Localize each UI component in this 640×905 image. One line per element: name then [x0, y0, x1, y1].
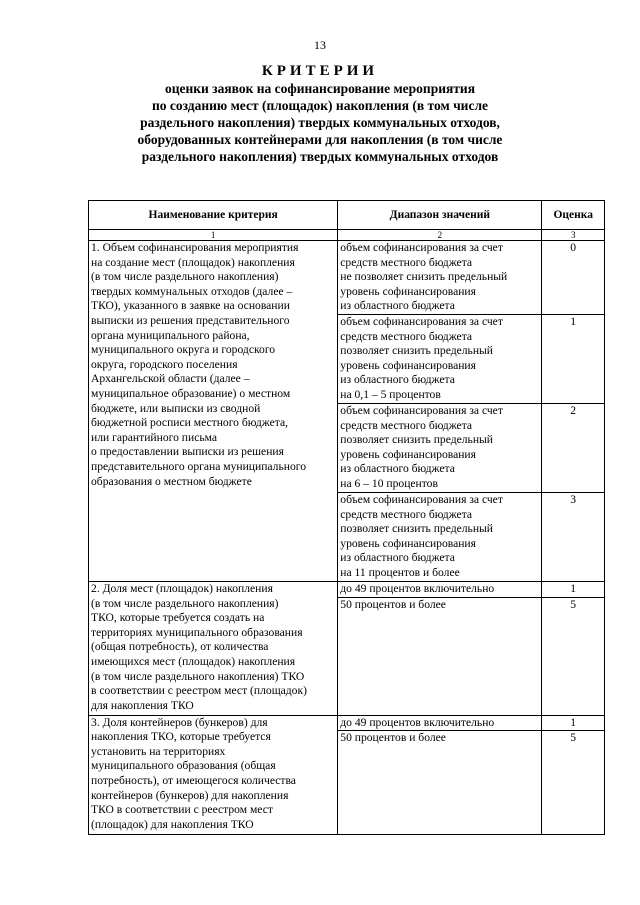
score-value: 5: [542, 597, 605, 715]
score-value: 2: [542, 403, 605, 492]
title-line: по созданию мест (площадок) накопления (в том числе: [151, 98, 489, 113]
header-row: [89, 201, 605, 230]
column-number: 3: [542, 230, 605, 241]
column-number: 2: [338, 230, 542, 241]
column-number-row: [89, 230, 605, 241]
value-range: объем софинансирования за счет средств местного бюджета позволяет снизить предельный уровень софинансирования из областного бюджета на 6 – 10 процентов: [338, 403, 542, 492]
score-value: 3: [542, 492, 605, 581]
criterion-name: 2. Доля мест (площадок) накопления (в том числе раздельного накопления) ТКО, которые требуется создать на территориях муниципального образования (общая потребность), от количества имеющихся мест (площадок) накопления (в том числе раздельного накопления) ТКО в соответствии с реестром мест (площадок) для накопления ТКО: [89, 581, 338, 715]
header-value-range: Диапазон значений: [338, 201, 542, 230]
value-range: до 49 процентов включительно: [338, 581, 542, 597]
header-criterion-name: Наименование критерия: [89, 201, 338, 230]
score-value: 5: [542, 731, 605, 835]
title-line: оценки заявок на софинансирование мероприятия: [164, 81, 476, 96]
title-line: оборудованных контейнерами для накопления (в том числе: [137, 132, 503, 147]
title-line: раздельного накопления) твердых коммунальных отходов,: [140, 115, 500, 130]
value-range: 50 процентов и более: [338, 597, 542, 715]
value-range: объем софинансирования за счет средств местного бюджета позволяет снизить предельный уровень софинансирования из областного бюджета на 0,1 – 5 процентов: [338, 314, 542, 403]
criterion-name: 1. Объем софинансирования мероприятия на создание мест (площадок) накопления (в том числе раздельного накопления) твердых коммунальных отходов (далее – ТКО), указанного в заявке на основании выписки из решения представительного органа муниципального района, муниципального округа и городского округа, городского поселения Архангельской области (далее – муниципальное образование) о местном бюджете, или выписки из сводной бюджетной росписи местного бюджета, или гарантийного письма о предоставлении выписки из решения представительного органа муниципального образования о местном бюджете: [89, 241, 338, 582]
header-score: Оценка: [542, 201, 605, 230]
score-value: 1: [542, 581, 605, 597]
value-range: объем софинансирования за счет средств местного бюджета не позволяет снизить предельный уровень софинансирования из областного бюджета: [338, 241, 542, 315]
page-number: 13: [314, 38, 326, 52]
score-value: 0: [542, 241, 605, 315]
criteria-table: [88, 200, 605, 835]
score-value: 1: [542, 314, 605, 403]
criterion-name: 3. Доля контейнеров (бункеров) для накопления ТКО, которые требуется установить на территориях муниципального образования (общая потребность), от имеющегося количества контейнеров (бункеров) для накопления ТКО в соответствии с реестром мест (площадок) для накопления ТКО: [89, 715, 338, 835]
document-title: [60, 62, 580, 165]
value-range: объем софинансирования за счет средств местного бюджета позволяет снизить предельный уровень софинансирования из областного бюджета на 11 процентов и более: [338, 492, 542, 581]
value-range: 50 процентов и более: [338, 731, 542, 835]
table-row: [89, 715, 605, 731]
column-number: 1: [89, 230, 338, 241]
title-heading: КРИТЕРИИ: [261, 63, 379, 79]
score-value: 1: [542, 715, 605, 731]
value-range: до 49 процентов включительно: [338, 715, 542, 731]
table-row: [89, 241, 605, 315]
table-row: [89, 581, 605, 597]
title-line: раздельного накопления) твердых коммунальных отходов: [141, 149, 499, 164]
